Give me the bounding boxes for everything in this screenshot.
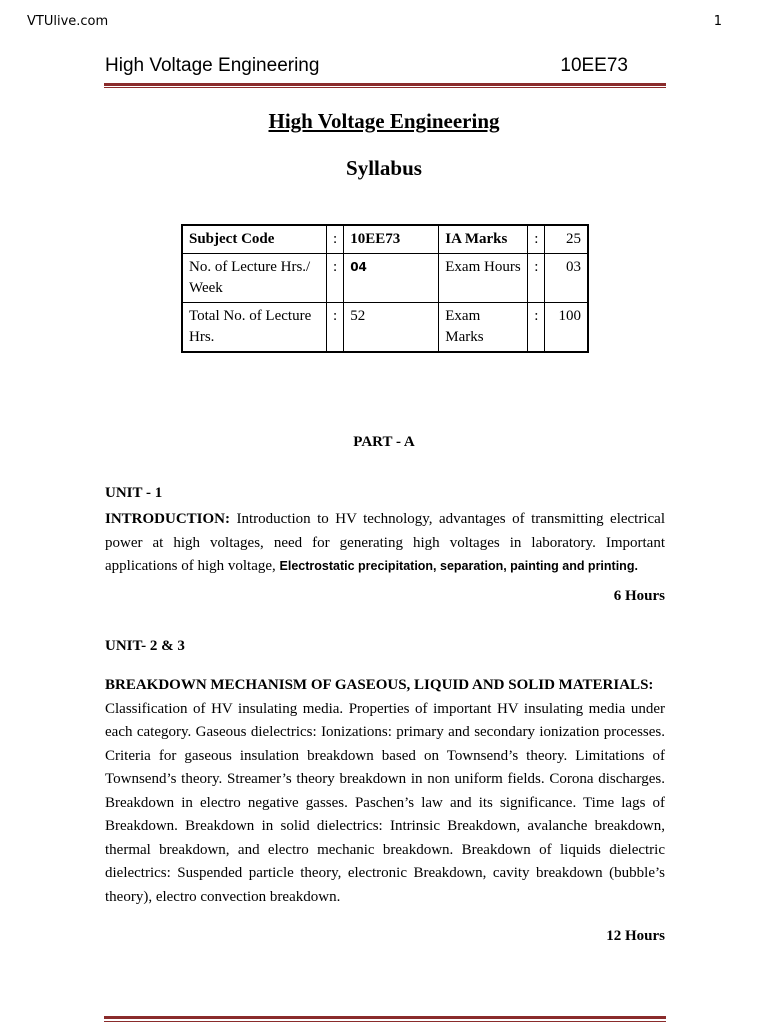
table-cell-label: Total No. of Lecture Hrs. [182,303,327,353]
table-cell-value: 04 [344,254,439,303]
table-cell-separator: : [327,303,344,353]
running-header-title: High Voltage Engineering [105,55,320,76]
unit-1-lead: INTRODUCTION: [105,511,231,527]
table-cell-value: 03 [545,254,588,303]
subject-info-table [181,224,589,353]
table-cell-separator: : [528,225,545,254]
unit-1-heading: UNIT - 1 [105,485,163,501]
unit-1-hours: 6 Hours [613,588,665,604]
footer-rule-thin [104,1021,666,1022]
unit-1-text: Introduction to HV technology, advantages of transmitting electrical power at high voltages, need for generating high voltages in laboratory. Important applications of high voltage, [105,511,665,574]
footer-rule [104,1016,666,1019]
document-title: High Voltage Engineering [268,109,500,133]
page-number: 1 [713,14,722,29]
site-name: VTUlive.com [27,14,109,29]
table-cell-label: Exam Hours [439,254,528,303]
table-cell-value: 52 [344,303,439,353]
document-subtitle: Syllabus [346,156,422,180]
header-rule-thin [104,87,666,88]
table-cell-label: IA Marks [439,225,528,254]
table-cell-separator: : [528,303,545,353]
unit-2-3-lead: BREAKDOWN MECHANISM OF GASEOUS, LIQUID AND SOLID MATERIALS: [105,677,654,693]
table-cell-value: 25 [545,225,588,254]
unit-1-paragraph [105,508,665,579]
part-heading: PART - A [353,434,415,450]
table-cell-label: Exam Marks [439,303,528,353]
table-row [182,225,588,254]
table-cell-separator: : [528,254,545,303]
unit-1-emphasis: Electrostatic precipitation, separation, painting and printing. [279,559,638,573]
table-cell-separator: : [327,225,344,254]
table-row [182,254,588,303]
table-cell-value: 100 [545,303,588,353]
table-cell-label: Subject Code [182,225,327,254]
unit-2-3-text: Classification of HV insulating media. Properties of important HV insulating media under each category. Gaseous dielectrics: Ionizations: primary and secondary ionization processes. Criteria for gaseous insulation breakdown based on Townsend’s theory. Limitations of Townsend’s theory. Streamer’s theory breakdown in non uniform fields. Corona discharges. Breakdown in electro negative gasses. Paschen’s law and its significance. Time lags of Breakdown. Breakdown in solid dielectrics: Intrinsic Breakdown, avalanche breakdown, thermal breakdown, and electro mechanic breakdown. Breakdown of liquids dielectric dielectrics: Suspended particle theory, electronic Breakdown, cavity breakdown (bubble’s theory), electro convection breakdown. [105,700,665,905]
header-rule [104,83,666,86]
unit-2-3-heading: UNIT- 2 & 3 [105,638,185,654]
table-cell-label: No. of Lecture Hrs./ Week [182,254,327,303]
table-cell-value: 10EE73 [344,225,439,254]
table-cell-separator: : [327,254,344,303]
unit-2-3-hours: 12 Hours [606,928,665,944]
running-header-code: 10EE73 [560,55,628,76]
table-row [182,303,588,353]
unit-2-3-paragraph [105,674,665,909]
